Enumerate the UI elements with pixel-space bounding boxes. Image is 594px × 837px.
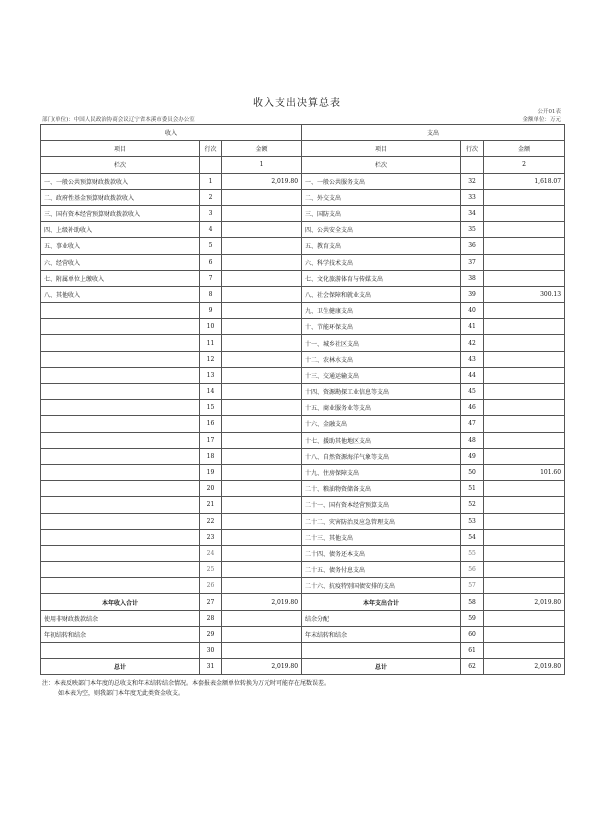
- empty-cell: [461, 157, 484, 173]
- expense-amount: [484, 400, 565, 416]
- expense-line-number: 58: [461, 594, 484, 610]
- expense-line-number: 55: [461, 545, 484, 561]
- income-item: 七、附属单位上缴收入: [41, 270, 200, 286]
- income-amount: [222, 513, 302, 529]
- income-amount: [222, 497, 302, 513]
- table-row: [41, 335, 565, 351]
- report-title: 收入支出决算总表: [253, 98, 341, 109]
- form-number: 公开01表: [537, 109, 561, 115]
- income-item: 总计: [41, 659, 200, 675]
- income-item: [41, 351, 200, 367]
- expense-line-number: 56: [461, 562, 484, 578]
- table-row: [41, 432, 565, 448]
- income-amount: [222, 270, 302, 286]
- amount-unit-label: 金额单位：万元: [522, 117, 561, 123]
- expense-col-label: 栏次: [302, 157, 461, 173]
- expense-line-number: 36: [461, 238, 484, 254]
- income-item: [41, 303, 200, 319]
- expense-line-number: 40: [461, 303, 484, 319]
- expense-item: 六、科学技术支出: [302, 254, 461, 270]
- total-row: [41, 643, 565, 659]
- table-row: [41, 448, 565, 464]
- notes: [42, 679, 330, 698]
- income-line-number: 10: [200, 319, 222, 335]
- expense-amount: [484, 497, 565, 513]
- table-row: [41, 464, 565, 480]
- expense-col-number: 2: [484, 157, 565, 173]
- income-amount: 2,019.80: [222, 594, 302, 610]
- expense-line-number: 32: [461, 173, 484, 189]
- expense-line-number: 60: [461, 626, 484, 642]
- income-line-number: 23: [200, 529, 222, 545]
- income-amount: 2,019.80: [222, 659, 302, 675]
- income-amount-header: 金额: [222, 141, 302, 157]
- table-row: [41, 416, 565, 432]
- expense-line-number: 61: [461, 643, 484, 659]
- expense-amount: [484, 205, 565, 221]
- expense-line-number: 52: [461, 497, 484, 513]
- expense-item: 十四、资源勘探工业信息等支出: [302, 384, 461, 400]
- income-amount: [222, 432, 302, 448]
- income-item: 三、国有资本经营预算财政拨款收入: [41, 205, 200, 221]
- expense-amount: [484, 562, 565, 578]
- income-item: [41, 335, 200, 351]
- expense-amount: [484, 448, 565, 464]
- income-item: [41, 448, 200, 464]
- table-row: [41, 497, 565, 513]
- income-amount: [222, 222, 302, 238]
- income-line-number: 17: [200, 432, 222, 448]
- expense-line-number: 62: [461, 659, 484, 675]
- expense-amount: [484, 303, 565, 319]
- column-number-row: [41, 157, 565, 173]
- expense-amount: [484, 610, 565, 626]
- table-row: [41, 319, 565, 335]
- income-item: [41, 513, 200, 529]
- income-amount: [222, 335, 302, 351]
- income-item: [41, 319, 200, 335]
- expense-item: 二十六、抗疫特别国债安排的支出: [302, 578, 461, 594]
- income-item: [41, 545, 200, 561]
- income-amount: [222, 578, 302, 594]
- income-item: [41, 416, 200, 432]
- table-row: [41, 173, 565, 189]
- expense-item: 十五、商业服务业等支出: [302, 400, 461, 416]
- income-col-label: 栏次: [41, 157, 200, 173]
- income-line-number: 7: [200, 270, 222, 286]
- expense-line-number: 51: [461, 481, 484, 497]
- table-row: [41, 384, 565, 400]
- expense-amount: [484, 238, 565, 254]
- expense-item: 二十二、灾害防治及应急管理支出: [302, 513, 461, 529]
- expense-amount: [484, 335, 565, 351]
- expense-amount: 1,618.07: [484, 173, 565, 189]
- income-line-number: 12: [200, 351, 222, 367]
- total-row: [41, 626, 565, 642]
- expense-line-number: 34: [461, 205, 484, 221]
- income-amount: [222, 303, 302, 319]
- expense-item: 三、国防支出: [302, 205, 461, 221]
- income-amount: [222, 367, 302, 383]
- income-item: [41, 367, 200, 383]
- income-line-number: 3: [200, 205, 222, 221]
- expense-item: 十三、交通运输支出: [302, 367, 461, 383]
- expense-line-number: 57: [461, 578, 484, 594]
- income-item: [41, 497, 200, 513]
- income-amount: [222, 562, 302, 578]
- income-item: 一、一般公共预算财政拨款收入: [41, 173, 200, 189]
- expense-item: 四、公共安全支出: [302, 222, 461, 238]
- expense-item: 二十三、其他支出: [302, 529, 461, 545]
- table-row: [41, 222, 565, 238]
- expense-amount: [484, 529, 565, 545]
- expense-item: 九、卫生健康支出: [302, 303, 461, 319]
- expense-item: 年末结转和结余: [302, 626, 461, 642]
- income-section-header: 收入: [41, 125, 302, 141]
- table-row: [41, 238, 565, 254]
- expense-amount: [484, 254, 565, 270]
- expense-amount: [484, 367, 565, 383]
- expense-amount: [484, 626, 565, 642]
- expense-amount: 101.60: [484, 464, 565, 480]
- income-col-number: 1: [222, 157, 302, 173]
- income-line-number: 29: [200, 626, 222, 642]
- table-row: [41, 513, 565, 529]
- income-line-number: 14: [200, 384, 222, 400]
- income-amount: [222, 643, 302, 659]
- note-line: 注：本表反映部门本年度的总收支和年末结转结余情况。本套报表金额单位转换为万元时可能存在尾数误差。: [42, 680, 331, 687]
- table-row: [41, 254, 565, 270]
- income-item: 本年收入合计: [41, 594, 200, 610]
- expense-amount: [484, 545, 565, 561]
- expense-item: 五、教育支出: [302, 238, 461, 254]
- expense-item: 二十五、债务付息支出: [302, 562, 461, 578]
- expense-line-number: 37: [461, 254, 484, 270]
- total-row: [41, 659, 565, 675]
- expense-line-number: 49: [461, 448, 484, 464]
- income-line-number: 13: [200, 367, 222, 383]
- income-item: 二、政府性基金预算财政拨款收入: [41, 189, 200, 205]
- expense-item: 本年支出合计: [302, 594, 461, 610]
- expense-item: [302, 643, 461, 659]
- income-line-number: 1: [200, 173, 222, 189]
- income-line-number: 8: [200, 286, 222, 302]
- income-amount: [222, 400, 302, 416]
- expense-line-number: 48: [461, 432, 484, 448]
- expense-amount: [484, 319, 565, 335]
- expense-amount: [484, 416, 565, 432]
- income-item: [41, 562, 200, 578]
- table-row: [41, 286, 565, 302]
- expense-amount: 300.13: [484, 286, 565, 302]
- expense-line-number: 46: [461, 400, 484, 416]
- expense-amount: [484, 643, 565, 659]
- income-amount: [222, 238, 302, 254]
- expense-line-number: 38: [461, 270, 484, 286]
- expense-item: 二十一、国有资本经营预算支出: [302, 497, 461, 513]
- expense-line-header: 行次: [461, 141, 484, 157]
- expense-item: 十、节能环保支出: [302, 319, 461, 335]
- table-row: [41, 562, 565, 578]
- expense-amount: [484, 384, 565, 400]
- income-item: [41, 643, 200, 659]
- income-item: 年初结转和结余: [41, 626, 200, 642]
- note-line: 如本表为空，则我部门本年度无此类资金收支。: [58, 689, 185, 697]
- income-amount: [222, 189, 302, 205]
- expense-line-number: 39: [461, 286, 484, 302]
- expense-amount: [484, 270, 565, 286]
- expense-amount: [484, 513, 565, 529]
- income-line-number: 15: [200, 400, 222, 416]
- income-amount: [222, 286, 302, 302]
- expense-amount: 2,019.80: [484, 594, 565, 610]
- column-header-row: [41, 141, 565, 157]
- table-row: [41, 400, 565, 416]
- income-line-number: 19: [200, 464, 222, 480]
- income-item: 五、事业收入: [41, 238, 200, 254]
- expense-item: 十六、金融支出: [302, 416, 461, 432]
- income-line-number: 27: [200, 594, 222, 610]
- expense-item: 十一、城乡社区支出: [302, 335, 461, 351]
- table-row: [41, 270, 565, 286]
- income-amount: [222, 529, 302, 545]
- income-amount: [222, 254, 302, 270]
- empty-cell: [200, 157, 222, 173]
- income-item: 八、其他收入: [41, 286, 200, 302]
- income-line-number: 31: [200, 659, 222, 675]
- income-item: 六、经营收入: [41, 254, 200, 270]
- table-row: [41, 545, 565, 561]
- income-amount: [222, 205, 302, 221]
- table-row: [41, 481, 565, 497]
- income-item: [41, 578, 200, 594]
- expense-line-number: 50: [461, 464, 484, 480]
- table-row: [41, 578, 565, 594]
- income-line-number: 9: [200, 303, 222, 319]
- expense-item: 十八、自然资源海洋气象等支出: [302, 448, 461, 464]
- income-item: 四、上级补助收入: [41, 222, 200, 238]
- expense-line-number: 42: [461, 335, 484, 351]
- total-row: [41, 594, 565, 610]
- income-item-header: 项目: [41, 141, 200, 157]
- section-header-row: [41, 125, 565, 141]
- expense-line-number: 35: [461, 222, 484, 238]
- expense-amount-header: 金额: [484, 141, 565, 157]
- income-line-number: 4: [200, 222, 222, 238]
- income-amount: 2,019.80: [222, 173, 302, 189]
- income-line-number: 22: [200, 513, 222, 529]
- expense-item: 一、一般公共服务支出: [302, 173, 461, 189]
- income-amount: [222, 384, 302, 400]
- income-item: [41, 481, 200, 497]
- income-line-header: 行次: [200, 141, 222, 157]
- income-item: 使用非财政拨款结余: [41, 610, 200, 626]
- expense-line-number: 59: [461, 610, 484, 626]
- table-row: [41, 367, 565, 383]
- income-line-number: 26: [200, 578, 222, 594]
- summary-table: [40, 124, 565, 675]
- table-row: [41, 189, 565, 205]
- expense-line-number: 54: [461, 529, 484, 545]
- expense-amount: [484, 222, 565, 238]
- table-row: [41, 303, 565, 319]
- department-label: 部门(单位)：中国人民政治协商会议辽宁省本溪市委员会办公室: [42, 117, 195, 123]
- expense-line-number: 33: [461, 189, 484, 205]
- expense-amount: 2,019.80: [484, 659, 565, 675]
- income-line-number: 30: [200, 643, 222, 659]
- expense-section-header: 支出: [302, 125, 565, 141]
- income-amount: [222, 319, 302, 335]
- income-line-number: 28: [200, 610, 222, 626]
- income-amount: [222, 416, 302, 432]
- table-row: [41, 205, 565, 221]
- expense-item: 二十四、债务还本支出: [302, 545, 461, 561]
- income-line-number: 18: [200, 448, 222, 464]
- expense-item: 七、文化旅游体育与传媒支出: [302, 270, 461, 286]
- income-amount: [222, 351, 302, 367]
- income-line-number: 11: [200, 335, 222, 351]
- expense-item: 八、社会保障和就业支出: [302, 286, 461, 302]
- expense-amount: [484, 189, 565, 205]
- table-row: [41, 529, 565, 545]
- income-line-number: 16: [200, 416, 222, 432]
- expense-amount: [484, 481, 565, 497]
- income-item: [41, 384, 200, 400]
- income-item: [41, 464, 200, 480]
- expense-line-number: 44: [461, 367, 484, 383]
- table-row: [41, 351, 565, 367]
- expense-item: 二十、粮油物资储备支出: [302, 481, 461, 497]
- expense-item: 二、外交支出: [302, 189, 461, 205]
- income-amount: [222, 481, 302, 497]
- income-amount: [222, 610, 302, 626]
- expense-item: 十二、农林水支出: [302, 351, 461, 367]
- income-amount: [222, 626, 302, 642]
- expense-line-number: 47: [461, 416, 484, 432]
- expense-line-number: 41: [461, 319, 484, 335]
- income-amount: [222, 464, 302, 480]
- income-amount: [222, 545, 302, 561]
- expense-line-number: 45: [461, 384, 484, 400]
- expense-amount: [484, 351, 565, 367]
- income-item: [41, 529, 200, 545]
- expense-item-header: 项目: [302, 141, 461, 157]
- expense-item: 十九、住房保障支出: [302, 464, 461, 480]
- income-line-number: 20: [200, 481, 222, 497]
- income-line-number: 5: [200, 238, 222, 254]
- expense-item: 十七、援助其他地区支出: [302, 432, 461, 448]
- income-line-number: 24: [200, 545, 222, 561]
- total-row: [41, 610, 565, 626]
- expense-item: 结余分配: [302, 610, 461, 626]
- income-line-number: 21: [200, 497, 222, 513]
- income-amount: [222, 448, 302, 464]
- income-item: [41, 400, 200, 416]
- expense-line-number: 43: [461, 351, 484, 367]
- expense-item: 总计: [302, 659, 461, 675]
- expense-line-number: 53: [461, 513, 484, 529]
- income-line-number: 2: [200, 189, 222, 205]
- expense-amount: [484, 578, 565, 594]
- income-line-number: 6: [200, 254, 222, 270]
- expense-amount: [484, 432, 565, 448]
- income-item: [41, 432, 200, 448]
- income-line-number: 25: [200, 562, 222, 578]
